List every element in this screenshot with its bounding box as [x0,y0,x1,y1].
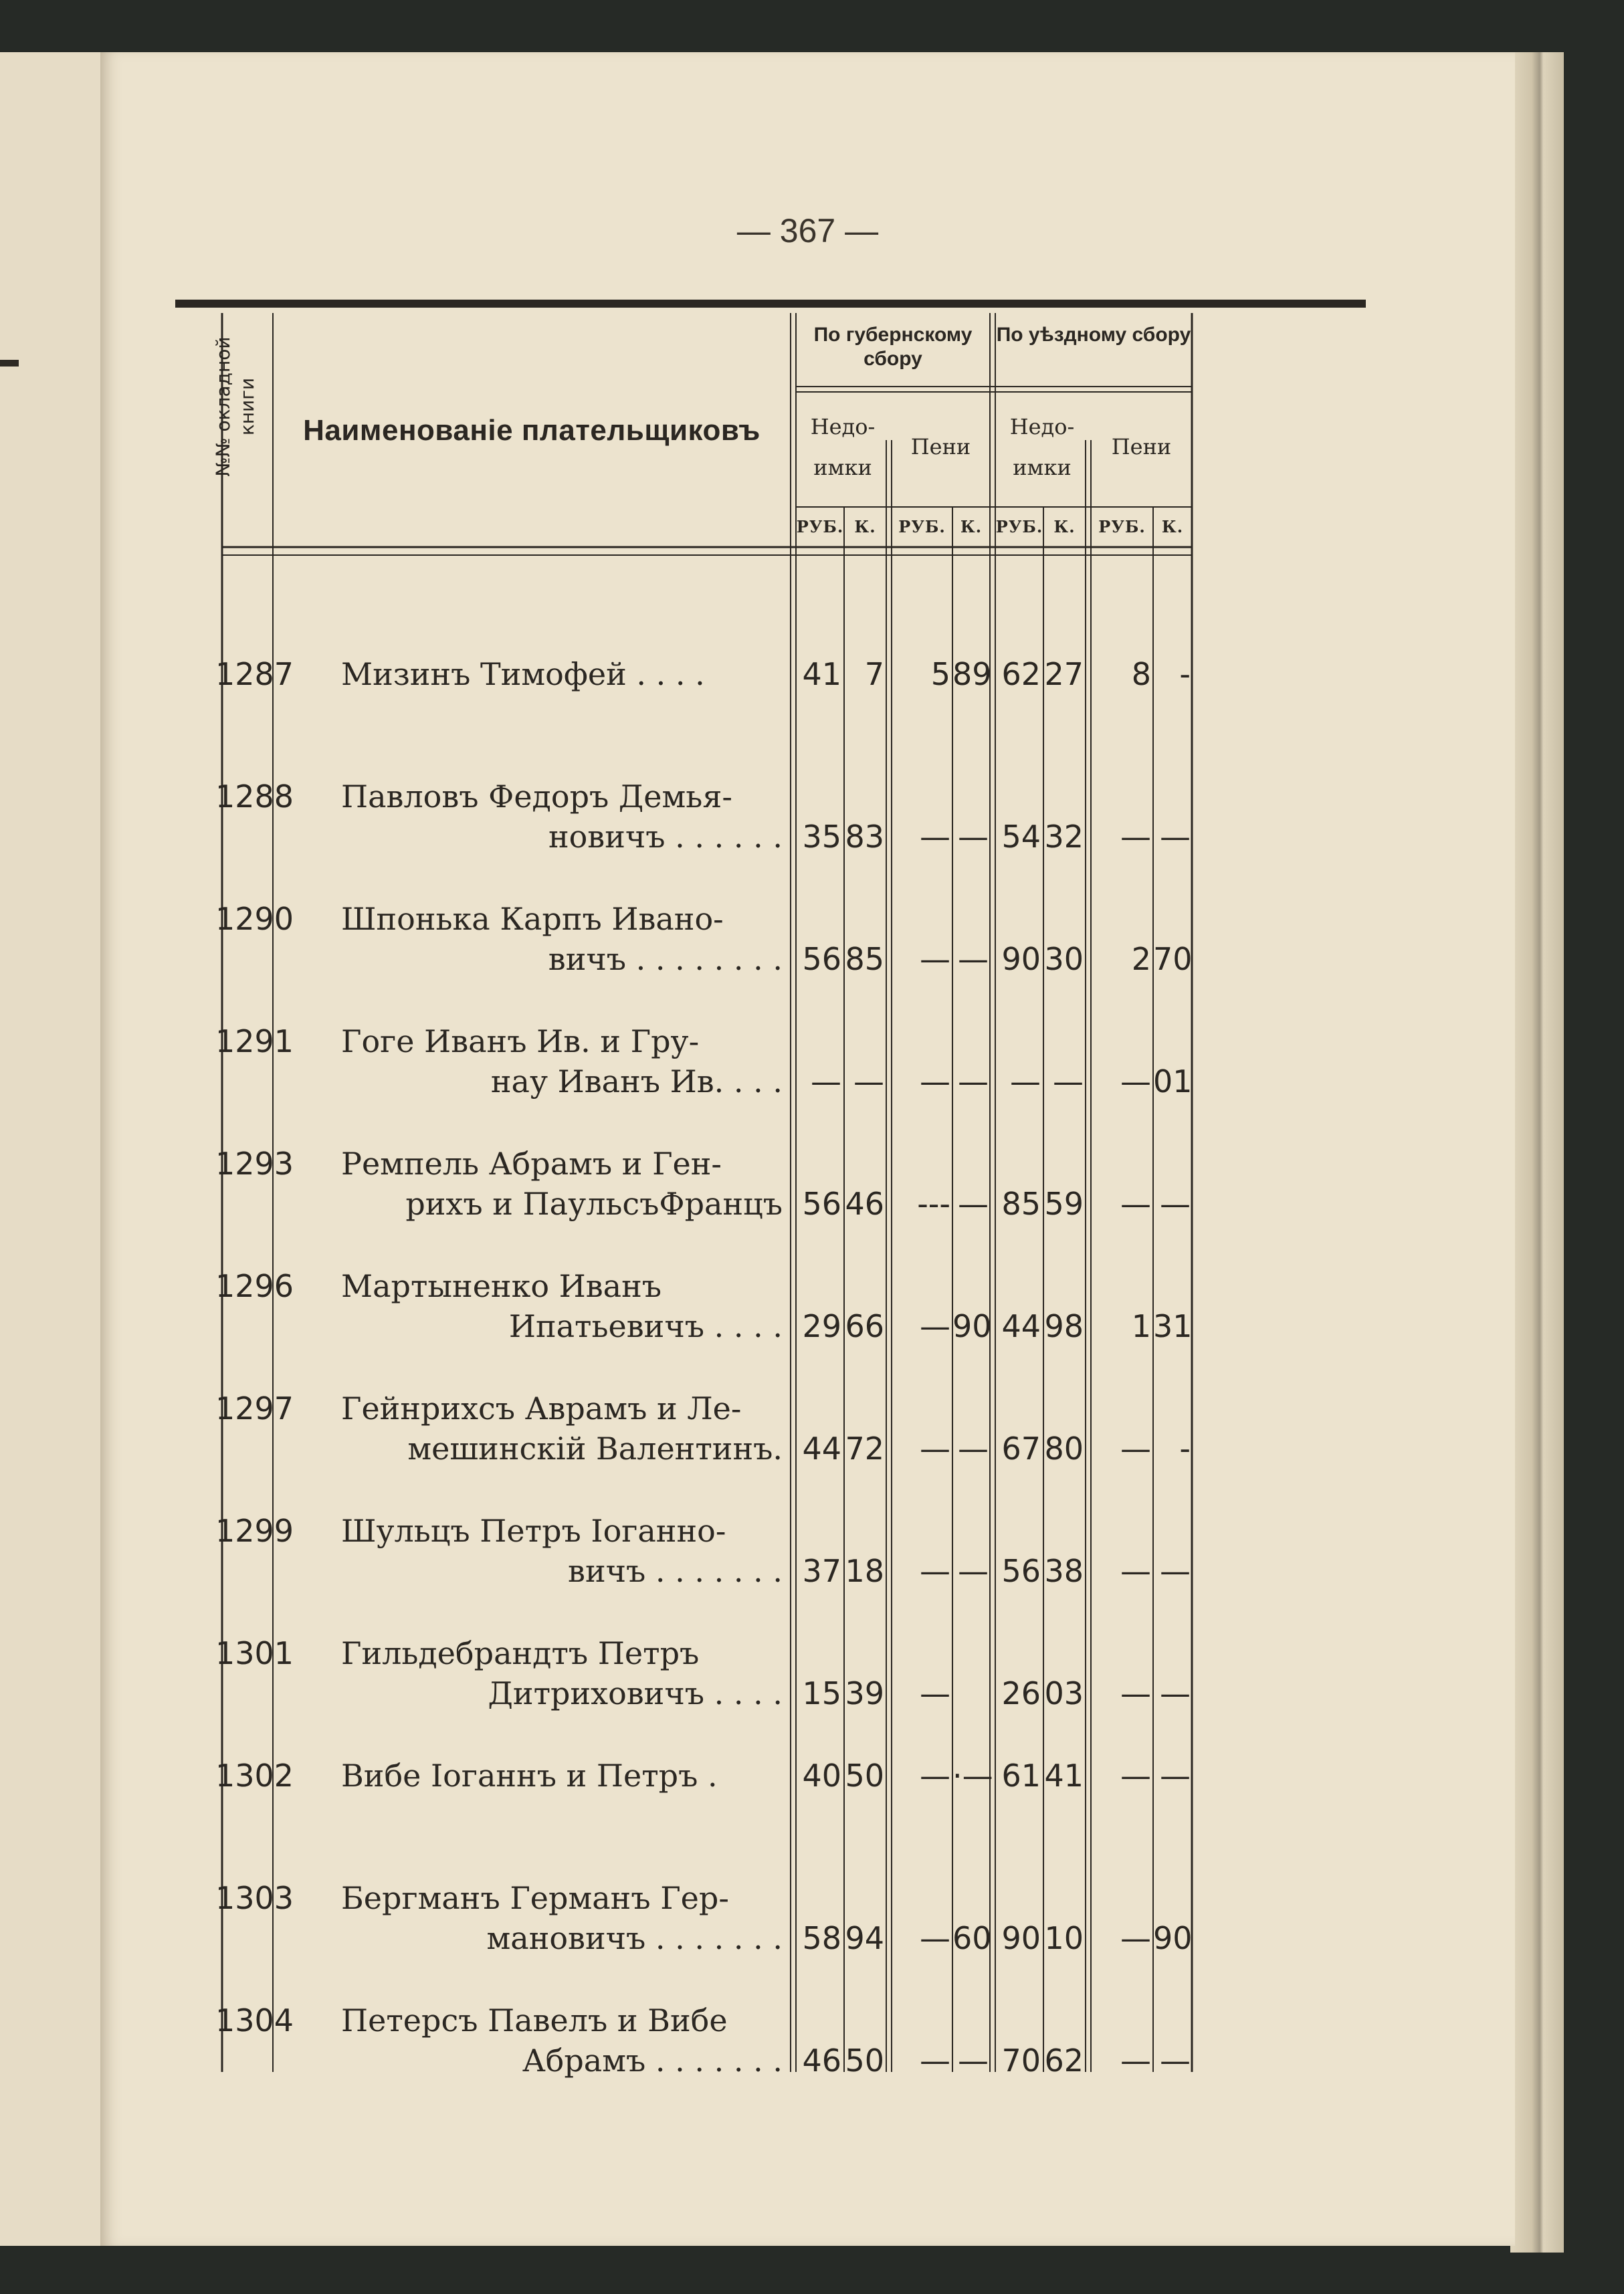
row-value-g-n-k: 7 [864,656,884,692]
book-page [100,52,1515,2246]
row-value-g-p-r: — [920,1920,950,1956]
table-grid [100,52,1515,2246]
row-value-u-p-k: - [1179,1431,1191,1467]
row-value-g-p-k: 90 [952,1308,992,1344]
row-value-g-p-r: — [920,1675,950,1711]
row-value-u-p-r: — [1120,1431,1151,1467]
row-value-g-p-r: — [920,1431,950,1467]
row-book-number: 1296 [215,1268,294,1304]
row-value-u-n-k: 38 [1044,1553,1084,1589]
row-value-u-n-k: 59 [1044,1186,1084,1222]
row-value-u-n-k: 62 [1044,2043,1084,2079]
row-value-u-n-k: 03 [1044,1675,1084,1711]
row-value-g-n-k: 39 [845,1675,884,1711]
row-value-g-p-k: — [958,941,989,977]
row-value-g-n-k: 46 [845,1186,884,1222]
unit-uezd-n-rub: РУБ. [995,517,1043,536]
row-value-g-n-r: 56 [802,1186,841,1222]
row-value-g-n-k: 50 [845,1758,884,1794]
row-value-u-p-r: — [1120,2043,1151,2079]
row-payer-name-line: Гоге Иванъ Ив. и Гру- [341,1023,700,1059]
row-value-u-p-k: - [1179,656,1191,692]
row-payer-name-line: Гейнрихсъ Аврамъ и Ле- [341,1390,742,1427]
row-value-u-p-k: 90 [1153,1920,1193,1956]
row-payer-name-line: Дитриховичъ . . . . [488,1675,783,1711]
row-value-g-n-k: 66 [845,1308,884,1344]
row-value-g-n-k: 18 [845,1553,884,1589]
row-value-u-p-r: — [1120,1920,1151,1956]
row-value-g-p-r: — [920,1758,950,1794]
row-payer-name-line: Петерсъ Павелъ и Вибе [341,2002,728,2039]
row-value-u-n-r: 85 [1001,1186,1041,1222]
header-gub-group: По губернскому сбору [813,324,973,370]
row-payer-name-line: Ремпель Абрамъ и Ген- [341,1146,722,1182]
row-payer-name-line: мешинскій Валентинъ. [407,1431,783,1467]
page-stack-edge [1510,52,1564,2253]
row-book-number: 1304 [215,2002,294,2039]
row-book-number: 1288 [215,778,294,815]
row-value-g-n-r: 56 [802,941,841,977]
row-value-g-p-r: — [920,1063,950,1100]
row-value-u-n-r: 54 [1001,819,1041,855]
header-book-number: №№ окладной книги [212,336,259,477]
row-payer-name-line: Шпонька Карпъ Ивано- [341,901,724,937]
row-value-g-n-k: 85 [845,941,884,977]
row-value-u-n-k: 10 [1044,1920,1084,1956]
row-value-u-p-k: — [1160,819,1191,855]
row-value-u-p-r: — [1120,1758,1151,1794]
row-value-u-n-k: 41 [1044,1758,1084,1794]
row-value-g-p-k: — [958,1553,989,1589]
unit-gub-p-rub: РУБ. [898,517,946,536]
row-value-g-p-r: — [920,1308,950,1344]
row-value-u-p-k: 70 [1153,941,1193,977]
row-value-u-p-r: — [1120,1675,1151,1711]
row-value-g-n-r: 40 [802,1758,841,1794]
row-value-u-n-r: 26 [1001,1675,1041,1711]
row-book-number: 1287 [215,656,294,692]
row-value-u-p-r: — [1120,819,1151,855]
row-book-number: 1302 [215,1758,294,1794]
row-book-number: 1303 [215,1880,294,1916]
row-value-u-n-k: 80 [1044,1431,1084,1467]
row-value-g-p-k: — [958,1186,989,1222]
unit-uezd-p-k: К. [1161,517,1184,536]
row-value-g-p-r: — [920,819,950,855]
row-value-u-p-r: — [1120,1186,1151,1222]
row-payer-name-line: Бергманъ Германъ Гер- [341,1880,729,1916]
row-book-number: 1290 [215,901,294,937]
row-payer-name-line: Павловъ Федоръ Демья- [341,778,732,815]
row-value-g-p-r: — [920,1553,950,1589]
row-value-u-n-k: 27 [1044,656,1084,692]
row-book-number: 1291 [215,1023,294,1059]
row-value-u-n-k: — [1053,1063,1084,1100]
left-page-mark [0,360,19,367]
row-value-g-p-k: — [958,1063,989,1100]
row-payer-name-line: Абрамъ . . . . . . . [522,2043,783,2079]
row-value-u-p-k: 31 [1153,1308,1193,1344]
row-value-u-p-k: — [1160,1758,1191,1794]
row-value-u-n-r: 90 [1001,941,1041,977]
row-value-u-n-r: 90 [1001,1920,1041,1956]
row-book-number: 1297 [215,1390,294,1427]
row-value-g-p-r: 5 [930,656,950,692]
row-value-u-n-r: 61 [1001,1758,1041,1794]
row-value-u-n-k: 30 [1044,941,1084,977]
row-value-u-n-k: 32 [1044,819,1084,855]
row-value-g-p-k: — [958,2043,989,2079]
row-value-g-n-r: 41 [802,656,841,692]
row-value-u-n-r: 62 [1001,656,1041,692]
row-value-g-n-r: 44 [802,1431,841,1467]
row-value-g-p-k: — [958,1431,989,1467]
row-value-g-n-r: — [811,1063,841,1100]
header-uezd-nedoimki: Недо- имки [1009,414,1075,480]
row-book-number: 1299 [215,1513,294,1549]
row-value-g-p-k: ·— [952,1758,993,1794]
row-value-u-p-k: 01 [1153,1063,1193,1100]
row-payer-name-line: рихъ и ПаульсъФранцъ [405,1186,783,1222]
row-value-g-n-r: 37 [802,1553,841,1589]
row-value-g-n-r: 15 [802,1675,841,1711]
header-payer-name: Наименованіе плательщиковъ [303,414,760,447]
row-value-u-p-k: — [1160,1675,1191,1711]
row-value-u-n-r: — [1010,1063,1041,1100]
row-value-g-p-k: 89 [952,656,992,692]
row-value-g-n-r: 58 [802,1920,841,1956]
unit-gub-p-k: К. [960,517,983,536]
row-value-u-p-r: — [1120,1553,1151,1589]
row-value-g-n-k: 94 [845,1920,884,1956]
row-value-u-p-k: — [1160,1553,1191,1589]
row-value-u-n-r: 67 [1001,1431,1041,1467]
row-value-u-p-r: — [1120,1063,1151,1100]
row-value-g-n-k: 83 [845,819,884,855]
row-value-g-n-r: 29 [802,1308,841,1344]
row-payer-name-line: Мартыненко Иванъ [341,1268,662,1304]
row-payer-name-line: новичъ . . . . . . [548,819,783,855]
row-payer-name-line: Шульцъ Петръ Іоганно- [341,1513,726,1549]
row-value-g-n-k: — [853,1063,884,1100]
unit-uezd-n-k: К. [1053,517,1076,536]
row-payer-name-line: Гильдебрандтъ Петръ [341,1635,700,1671]
header-uezd-group: По уѣздному сбору [996,324,1191,346]
row-payer-name-line: вичъ . . . . . . . [568,1553,783,1589]
row-value-u-p-r: 2 [1131,941,1151,977]
row-value-u-p-r: 8 [1131,656,1151,692]
row-payer-name-line: нау Иванъ Ив. . . . [490,1063,783,1100]
unit-gub-n-k: К. [854,517,876,536]
row-payer-name-line: Мизинъ Тимофей . . . . [341,656,705,692]
row-value-g-n-k: 72 [845,1431,884,1467]
row-value-g-p-r: --- [917,1186,950,1222]
header-gub-nedoimki: Недо- имки [810,414,876,480]
header-uezd-peni: Пени [1111,434,1172,459]
row-value-u-n-r: 70 [1001,2043,1041,2079]
row-value-g-n-k: 50 [845,2043,884,2079]
row-value-u-n-r: 56 [1001,1553,1041,1589]
row-value-u-p-k: — [1160,1186,1191,1222]
unit-gub-n-rub: РУБ. [796,517,844,536]
row-value-u-n-r: 44 [1001,1308,1041,1344]
unit-uezd-p-rub: РУБ. [1098,517,1146,536]
row-payer-name-line: Ипатьевичъ . . . . [508,1308,783,1344]
row-payer-name-line: мановичъ . . . . . . . [486,1920,783,1956]
row-value-g-p-r: — [920,2043,950,2079]
row-value-u-n-k: 98 [1044,1308,1084,1344]
row-value-g-p-k: 60 [952,1920,992,1956]
row-value-g-n-r: 46 [802,2043,841,2079]
row-payer-name-line: вичъ . . . . . . . . [548,941,783,977]
row-value-g-p-r: — [920,941,950,977]
header-gub-peni: Пени [910,434,971,459]
row-value-g-p-k: — [958,819,989,855]
row-value-g-n-r: 35 [802,819,841,855]
row-value-u-p-r: 1 [1131,1308,1151,1344]
page-number: — 367 — [736,212,879,249]
row-book-number: 1293 [215,1146,294,1182]
row-book-number: 1301 [215,1635,294,1671]
row-value-u-p-k: — [1160,2043,1191,2079]
row-payer-name-line: Вибе Іоганнъ и Петръ . [341,1758,718,1794]
